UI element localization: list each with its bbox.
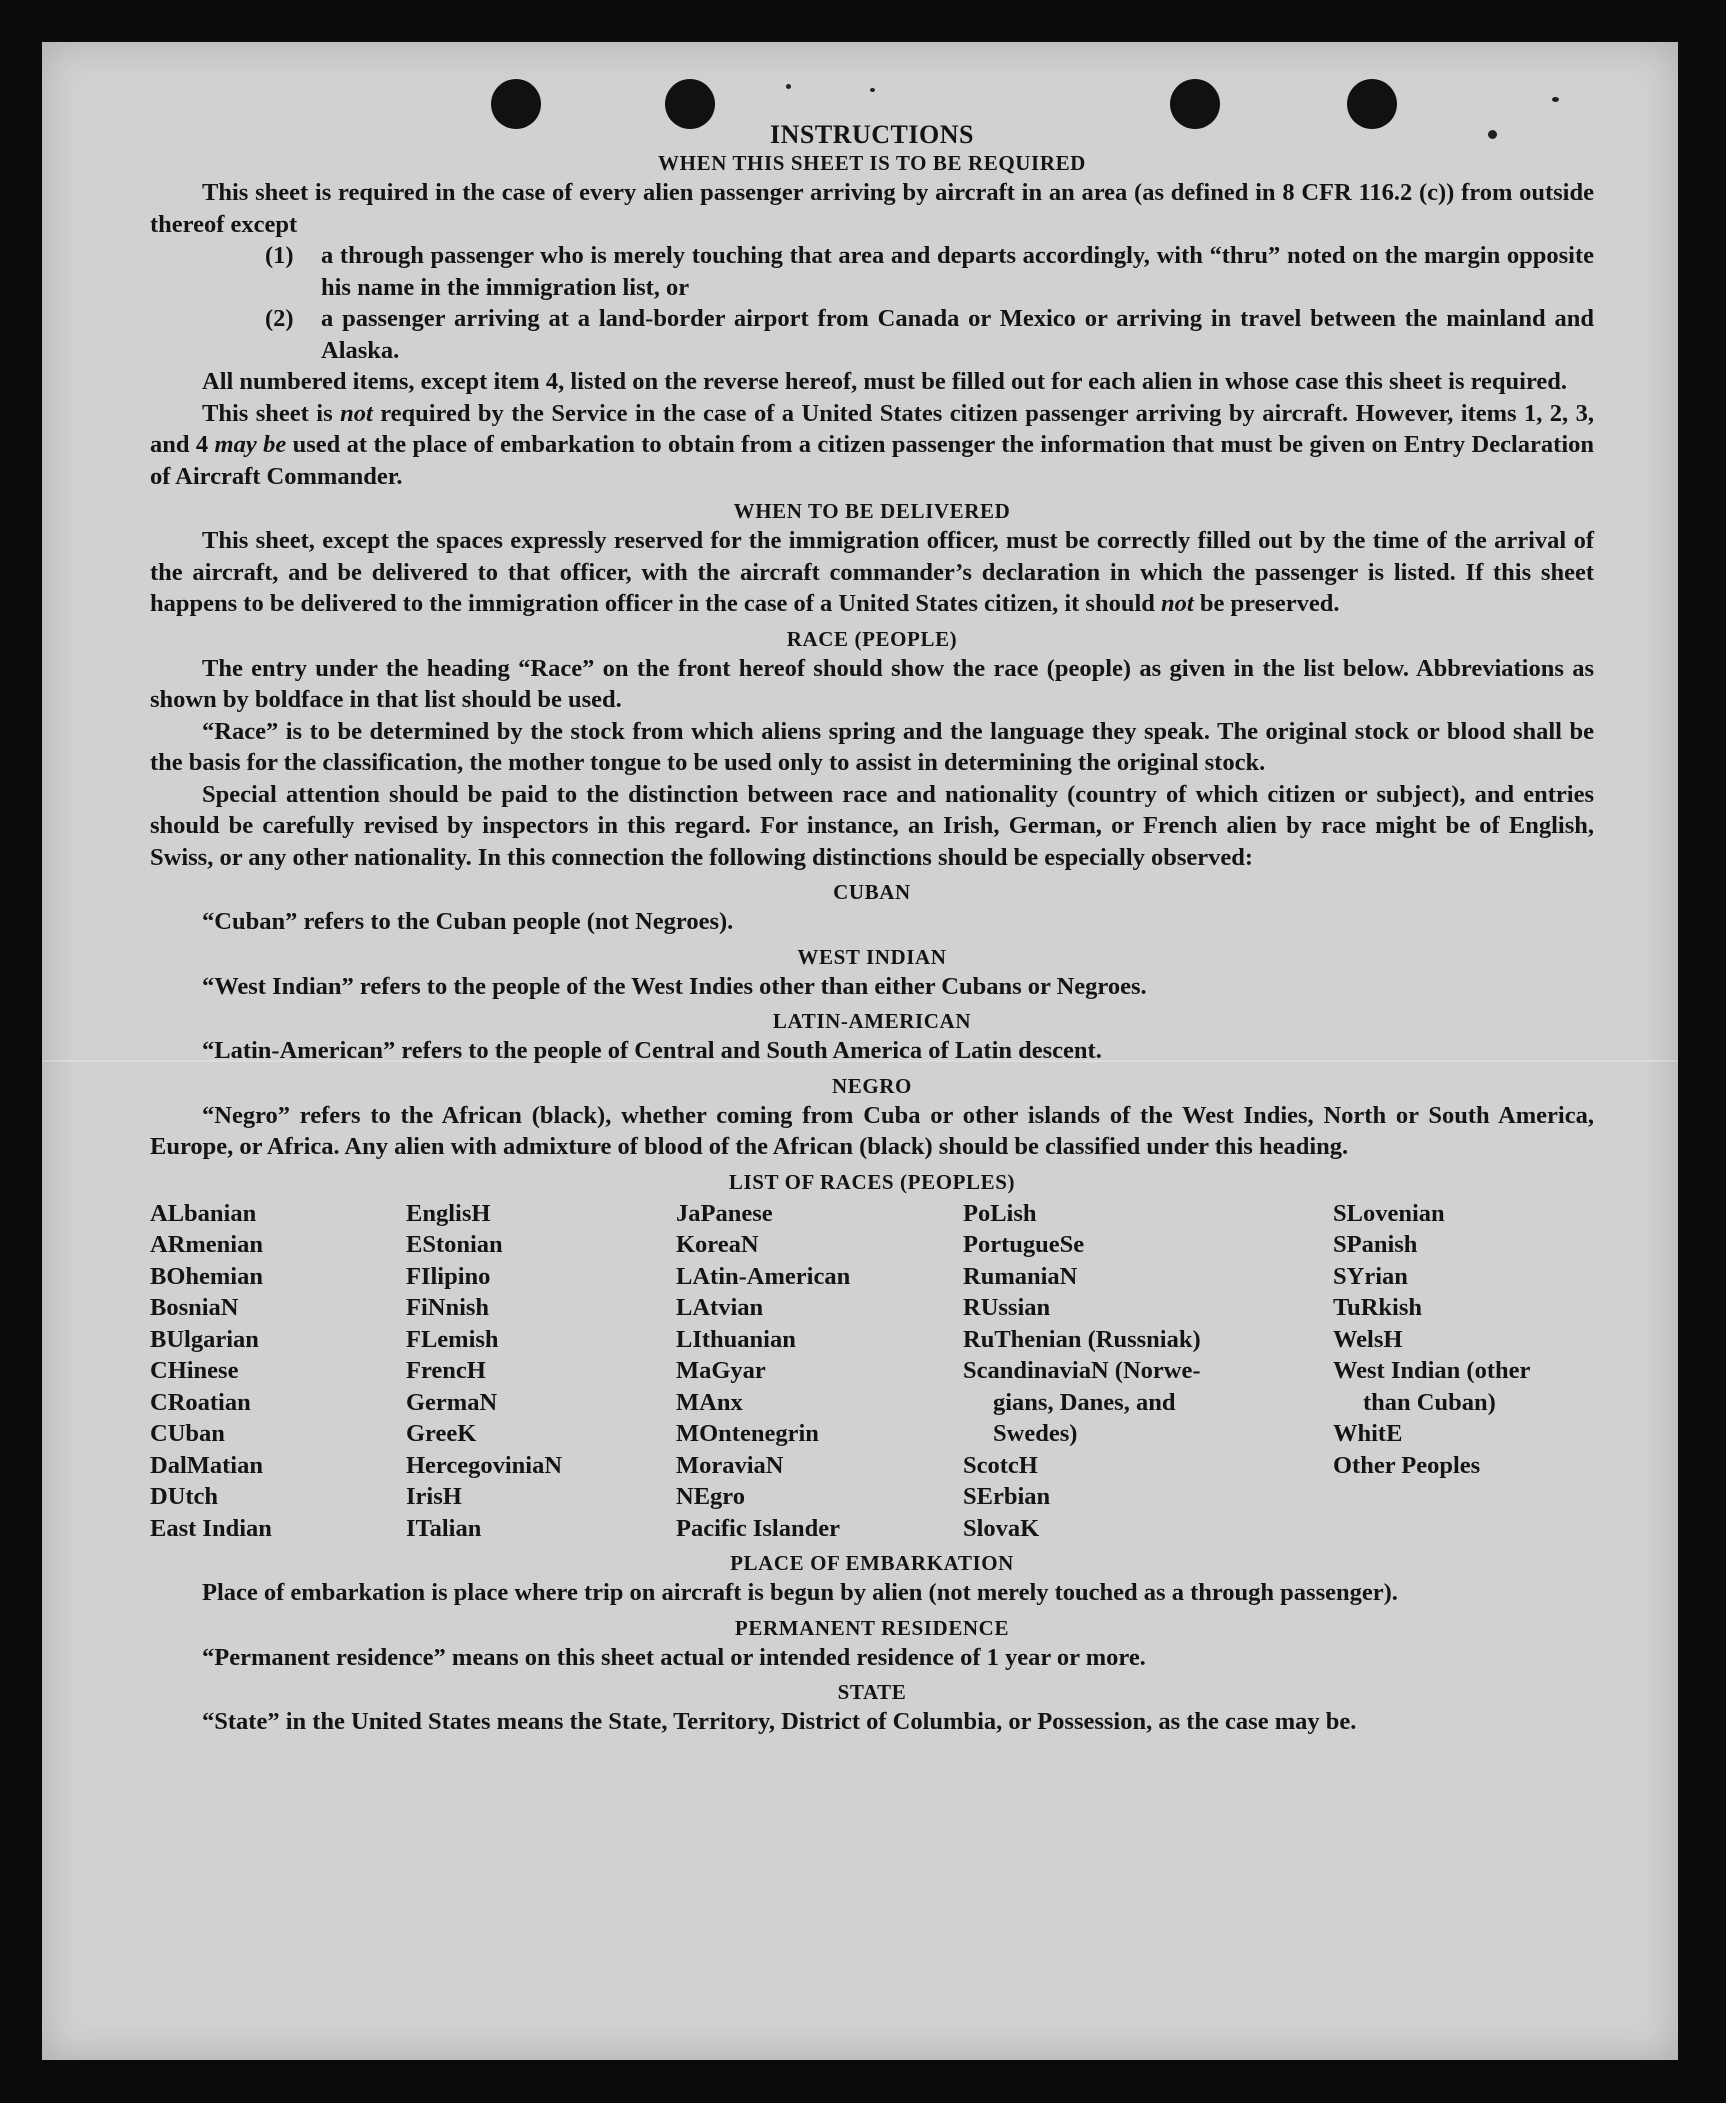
race-item: Other Peoples [1333, 1451, 1481, 1479]
page-title: INSTRUCTIONS [770, 120, 974, 149]
race-item: CRoatian [150, 1388, 251, 1416]
heading-cuban: CUBAN [833, 880, 911, 904]
paragraph: Place of embarkation is place where trip on aircraft is begun by alien (not merely touched as a through passenger). [202, 1579, 1398, 1606]
race-item: WelsH [1333, 1325, 1403, 1353]
heading-state: STATE [837, 1680, 907, 1704]
paragraph: “State” in the United States means the State, Territory, District of Columbia, or Possession, as the case may be. [202, 1708, 1357, 1735]
race-item: RumaniaN [963, 1262, 1078, 1290]
heading-latin-american: LATIN-AMERICAN [772, 1009, 972, 1033]
speck [1552, 97, 1559, 102]
races-column-2 [406, 1198, 676, 1545]
paragraph: This sheet is required in the case of every alien passenger arriving by aircraft in an area (as defined in 8 CFR 116.2 (c)) from outside thereof except [150, 179, 1594, 238]
race-item: ALbanian [150, 1199, 257, 1227]
italic-run: not [340, 399, 373, 427]
paragraph: “Race” is to be determined by the stock from which aliens spring and the language they speak. The original stock or blood shall be the basis for the classification, the mother tongue to be used only to assist in determining the original stock. [150, 717, 1594, 776]
race-item: BOhemian [150, 1262, 263, 1290]
race-item: MOntenegrin [676, 1420, 819, 1447]
item-number: (2) [265, 305, 294, 332]
paragraph: “Negro” refers to the African (black), whether coming from Cuba or other islands of the West Indies, North or South America, Europe, or Africa. Any alien with admixture of blood of the African (black) should be classified under this heading. [150, 1101, 1594, 1160]
race-item: MAnx [676, 1388, 743, 1416]
heading-west-indian: WEST INDIAN [797, 944, 947, 969]
list-item [150, 240, 1594, 303]
speck [786, 84, 791, 89]
paragraph: Special attention should be paid to the distinction between race and nationality (country of which citizen or subject), and entries should be carefully revised by inspectors in this regard. For instance, an Irish, German, or French alien by race might be of English, Swiss, or any other nationality. In this connection the following distinctions should be especially observed: [150, 780, 1594, 871]
heading-when-required: WHEN THIS SHEET IS TO BE REQUIRED [658, 151, 1086, 175]
races-column-5 [1333, 1198, 1594, 1545]
race-item: FLemish [406, 1325, 499, 1353]
text-run: required by the Service in the case of a United States citizen passenger arriving by aircraft. However, items 1, 2, 3, and 4 [150, 399, 1595, 458]
paragraph: “Cuban” refers to the Cuban people (not Negroes). [202, 908, 734, 935]
race-item: ScandinaviaN (Norwe- [963, 1357, 1201, 1384]
race-item: ARmenian [150, 1231, 263, 1258]
race-item: NEgro [676, 1483, 745, 1510]
race-item-continued: gians, Danes, and [993, 1388, 1176, 1416]
race-item: SErbian [963, 1483, 1051, 1510]
race-item: IrisH [406, 1483, 462, 1510]
race-item: FiNnish [406, 1294, 490, 1321]
race-item: SlovaK [963, 1514, 1040, 1542]
heading-list-of-races: LIST OF RACES (PEOPLES) [728, 1169, 1016, 1194]
text-run: be preserved. [1193, 590, 1340, 617]
races-column-4 [963, 1198, 1333, 1545]
text-run: This sheet, except the spaces expressly reserved for the immigration officer, must be correctly filled out by the time of the arrival of the aircraft, and be delivered to that officer, with the aircraft commander’s declaration in which the passenger is listed. If this sheet happens to be delivered to the immigration officer in the case of a United States citizen, it should [150, 527, 1594, 617]
item-text: a through passenger who is merely touching that area and departs accordingly, with “thru” noted on the margin opposite his name in the immigration list, or [321, 242, 1594, 301]
item-number: (1) [265, 242, 294, 269]
race-item: PoLish [963, 1199, 1037, 1227]
paragraph: All numbered items, except item 4, listed on the reverse hereof, must be filled out for each alien in whose case this sheet is required. [202, 368, 1568, 395]
heading-negro: NEGRO [831, 1073, 912, 1098]
race-item: FIlipino [406, 1262, 491, 1290]
race-item-continued: Swedes) [993, 1420, 1078, 1447]
race-item-continued: than Cuban) [1363, 1388, 1496, 1416]
race-item: GermaN [406, 1388, 498, 1416]
paragraph [150, 525, 1594, 620]
paragraph [150, 398, 1594, 493]
heading-when-delivered: WHEN TO BE DELIVERED [733, 499, 1011, 523]
race-item: West Indian (other [1333, 1357, 1531, 1384]
list-item [150, 303, 1594, 366]
heading-permanent-residence: PERMANENT RESIDENCE [734, 1615, 1010, 1640]
document-page [42, 42, 1678, 2060]
instructions-content [150, 120, 1594, 1738]
paragraph: The entry under the heading “Race” on the front hereof should show the race (people) as given in the list below. Abbreviations as shown by boldface in that list should be used. [150, 654, 1594, 713]
race-item: WhitE [1333, 1420, 1403, 1447]
race-item: MaGyar [676, 1357, 766, 1384]
race-item: SPanish [1333, 1231, 1418, 1258]
race-item: LAtin-American [676, 1262, 851, 1290]
race-item: Pacific Islander [676, 1514, 840, 1542]
paragraph: “Latin-American” refers to the people of Central and South America of Latin descent. [202, 1037, 1102, 1064]
race-item: CHinese [150, 1357, 239, 1384]
race-item: SLovenian [1333, 1199, 1445, 1227]
races-column-1 [150, 1198, 406, 1545]
race-item: FrencH [406, 1357, 486, 1384]
race-item: ScotcH [963, 1451, 1038, 1479]
race-item: KoreaN [676, 1231, 759, 1258]
italic-run: not [1161, 590, 1194, 617]
paragraph: “West Indian” refers to the people of the West Indies other than either Cubans or Negroes. [202, 972, 1147, 1000]
item-text: a passenger arriving at a land-border airport from Canada or Mexico or arriving in travel between the mainland and Alaska. [321, 305, 1594, 364]
heading-place-of-embarkation: PLACE OF EMBARKATION [730, 1551, 1014, 1575]
races-column-3 [676, 1198, 963, 1545]
race-item: BosniaN [150, 1294, 239, 1321]
race-item: BUlgarian [150, 1325, 259, 1353]
race-item: ITalian [406, 1514, 482, 1542]
race-item: DalMatian [150, 1451, 263, 1479]
race-item: GreeK [406, 1420, 477, 1447]
race-item: EnglisH [406, 1199, 491, 1227]
race-item: LAtvian [676, 1294, 764, 1321]
race-item: DUtch [150, 1483, 219, 1510]
text-run: used at the place of embarkation to obtain from a citizen passenger the information that must be given on Entry Declaration of Aircraft Commander. [150, 431, 1594, 490]
race-item: East Indian [150, 1514, 272, 1542]
paragraph: “Permanent residence” means on this sheet actual or intended residence of 1 year or more. [202, 1643, 1146, 1671]
race-item: RUssian [963, 1294, 1051, 1321]
race-item: LIthuanian [676, 1325, 796, 1353]
race-item: MoraviaN [676, 1451, 784, 1479]
race-item: TuRkish [1333, 1294, 1423, 1321]
race-item: SYrian [1333, 1262, 1408, 1290]
race-item: RuThenian (Russniak) [963, 1325, 1201, 1353]
italic-run: may be [214, 431, 287, 458]
text-run: This sheet is [202, 399, 341, 427]
race-item: EStonian [406, 1231, 503, 1258]
speck [870, 88, 875, 92]
race-item: JaPanese [676, 1199, 773, 1227]
race-item: PortugueSe [963, 1231, 1085, 1258]
race-item: HercegoviniaN [406, 1451, 563, 1479]
heading-race: RACE (PEOPLE) [786, 626, 958, 651]
race-item: CUban [150, 1420, 225, 1447]
races-list [150, 1198, 1594, 1545]
